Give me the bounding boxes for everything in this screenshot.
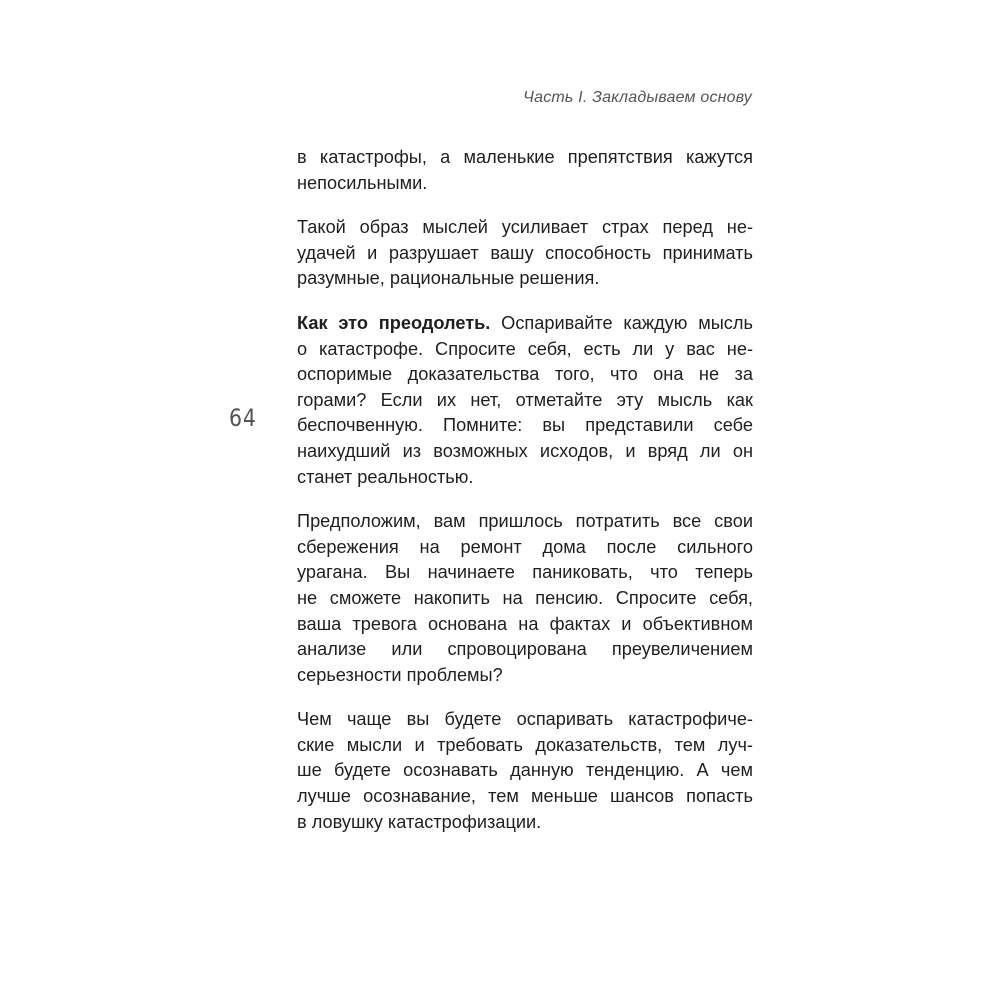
paragraph-2 [297,215,753,292]
text-line: урагана. Вы начинаете паниковать, что теперь [297,562,753,583]
text-line: сбережения на ремонт дома после сильного [297,536,753,557]
text-line: ваша тревога основана на фактах и объективном [297,613,753,634]
text-line: непосильными. [297,172,428,193]
text-line: ские мысли и требовать доказательств, тем луч- [297,734,753,755]
text-line: Чем чаще вы будете оспаривать катастрофиче- [297,709,753,730]
page-number: 64 [229,404,257,432]
text-line: Такой образ мыслей усиливает страх перед не- [297,217,753,238]
text-line: не сможете накопить на пенсию. Спросите себя, [297,587,753,608]
paragraph-5 [297,707,753,835]
text-line: серьезности проблемы? [297,664,503,685]
paragraph-4 [297,509,753,688]
body-text [297,145,753,854]
paragraph-1 [297,145,753,196]
text-line: анализе или спровоцирована преувеличением [297,639,753,660]
text-line: разумные, рациональные решения. [297,268,600,289]
text-line: наихудший из возможных исходов, и вряд ли он [297,440,753,461]
text-line: в ловушку катастрофизации. [297,811,542,832]
text-line: ше будете осознавать данную тенденцию. А чем [297,760,753,781]
text-line: беспочвенную. Помните: вы представили себе [297,415,753,436]
text-line: в катастрофы, а маленькие препятствия кажутся [297,147,753,167]
text-line: удачей и разрушает вашу способность принимать [297,242,753,263]
bold-lead-phrase: Как это преодолеть. [297,312,491,333]
text-line: горами? Если их нет, отметайте эту мысль как [297,389,753,410]
text-line: оспоримые доказательства того, что она не за [297,364,753,385]
text-line [297,311,753,337]
text-span: Оспаривайте каждую мысль [490,312,753,333]
text-line: Предположим, вам пришлось потратить все свои [297,511,753,532]
paragraph-3 [297,311,753,490]
running-header: Часть I. Закладываем основу [523,89,752,106]
text-line: о катастрофе. Спросите себя, есть ли у вас не- [297,338,753,359]
text-line: лучше осознавание, тем меньше шансов попасть [297,786,753,807]
text-line: станет реальностью. [297,466,474,487]
